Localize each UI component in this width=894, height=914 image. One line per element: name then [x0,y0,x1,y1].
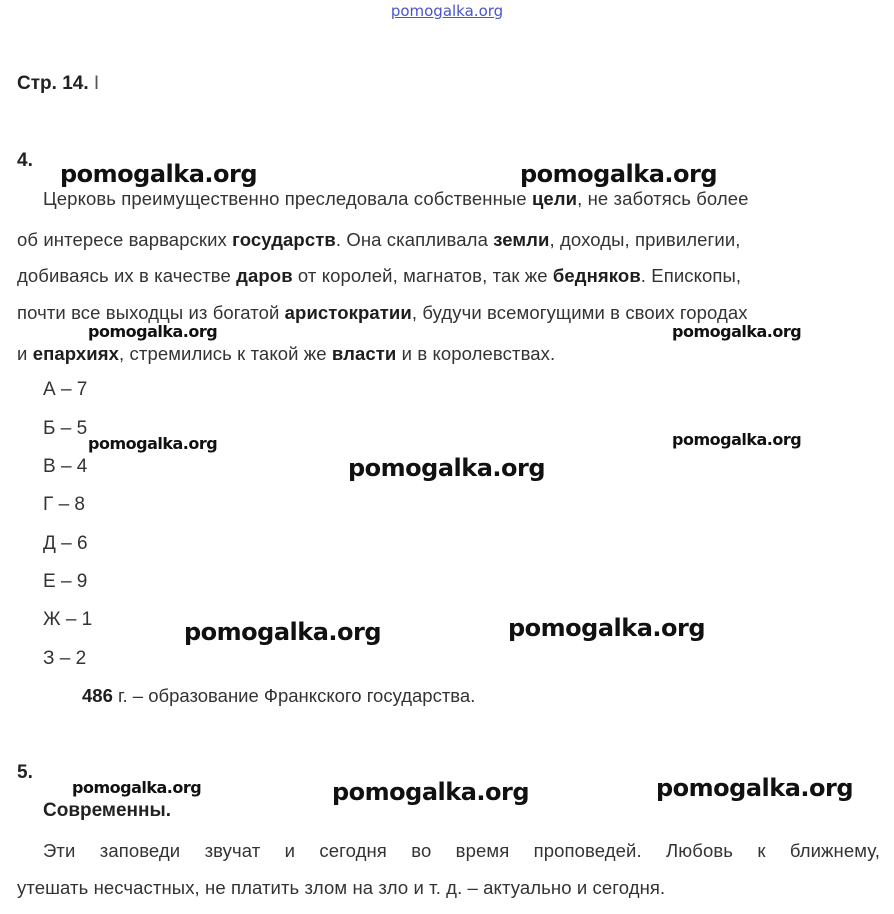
watermark: pomogalka.org [332,778,530,806]
watermark: pomogalka.org [656,774,854,802]
task-4-line-1: Церковь преимущественно преследовала собственные цели, не заботясь более [43,188,749,209]
watermark: pomogalka.org [72,778,202,797]
task-4-number: 4. [17,150,33,171]
task-4-line-5: и епархиях, стремились к такой же власти и в королевствах. [17,343,556,364]
watermark: pomogalka.org [184,618,382,646]
answer-item: А – 7 [43,379,88,400]
watermark: pomogalka.org [88,434,218,453]
page-title [17,73,99,95]
task-5-line-1: Эти заповеди звучат и сегодня во время проповедей. Любовь к ближнему, [43,840,880,861]
task-5-heading: Современны. [43,800,172,821]
watermark: pomogalka.org [60,160,258,188]
answer-item: Б – 5 [43,418,88,439]
answer-item: В – 4 [43,456,88,477]
answer-item: З – 2 [43,648,87,669]
watermark: pomogalka.org [520,160,718,188]
answer-item: Г – 8 [43,494,85,515]
task-4-line-2: об интересе варварских государств. Она скапливала земли, доходы, привилегии, [17,229,741,250]
task-5-line-2: утешать несчастных, не платить злом на зло и т. д. – актуально и сегодня. [17,877,666,898]
page-title-text: Стр. 14. [17,73,89,94]
watermark: pomogalka.org [672,430,802,449]
watermark: pomogalka.org [672,322,802,341]
task-4-line-3: добиваясь их в качестве даров от королей, магнатов, так же бедняков. Епископы, [17,265,742,286]
watermark: pomogalka.org [348,454,546,482]
task-5-number: 5. [17,762,33,783]
answer-item: Ж – 1 [43,609,93,630]
answer-item: Е – 9 [43,571,88,592]
site-link[interactable]: pomogalka.org [390,2,504,20]
watermark: pomogalka.org [88,322,218,341]
page-title-mark: I [93,73,100,94]
task-4-line-4: почти все выходцы из богатой аристократии, будучи всемогущими в своих городах [17,302,748,323]
answer-item: Д – 6 [43,533,88,554]
watermark: pomogalka.org [508,614,706,642]
date-line: 486 г. – образование Франкского государства. [82,685,476,706]
